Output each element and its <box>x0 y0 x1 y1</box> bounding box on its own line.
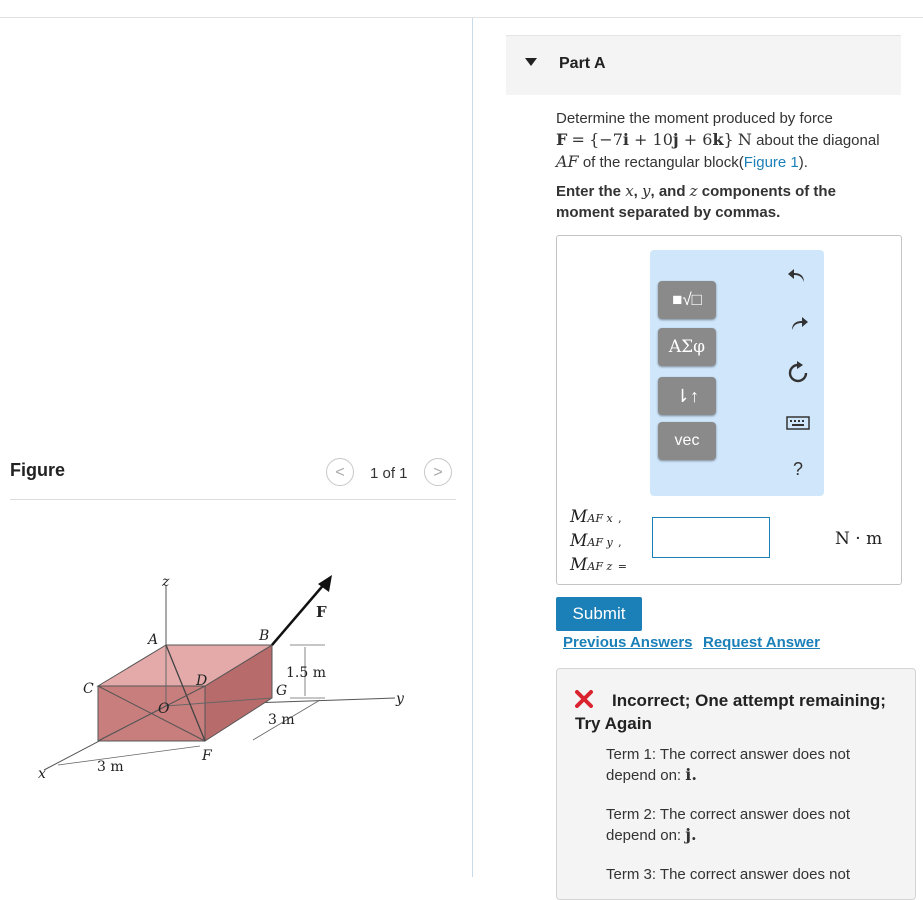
answer-variable-labels: MAF x , MAF y , MAF z = <box>570 507 627 575</box>
label-f-point: F <box>202 748 212 764</box>
instruction-text: Enter the x, y, and z components of the moment separated by commas. <box>556 182 836 221</box>
greek-symbols-button[interactable]: ΑΣφ <box>658 328 716 366</box>
help-button[interactable]: ? <box>792 459 803 479</box>
label-a: A <box>148 632 159 648</box>
figure-pager-count: 1 of 1 <box>370 465 408 482</box>
feedback-term: Term 2: The correct answer does not depend on: j. <box>606 806 850 844</box>
arrows-button[interactable]: ⇂↑ <box>658 377 716 415</box>
label-z: z <box>162 574 170 590</box>
collapse-caret-icon[interactable] <box>525 58 537 66</box>
previous-answers-link[interactable]: Previous Answers <box>563 634 693 651</box>
figure-link[interactable]: Figure 1 <box>743 154 799 171</box>
figure-header <box>10 455 456 500</box>
submit-button[interactable]: Submit <box>556 597 642 631</box>
figure-title: Figure <box>10 460 66 480</box>
undo-icon[interactable] <box>786 264 810 288</box>
answer-box <box>556 235 902 585</box>
figure-next-button[interactable]: > <box>424 458 452 486</box>
part-title: Part A <box>559 55 606 72</box>
request-answer-link[interactable]: Request Answer <box>703 634 820 651</box>
dim-width-label: 3 m <box>97 759 124 775</box>
math-toolbar <box>650 250 824 496</box>
reset-icon[interactable] <box>786 361 810 385</box>
dim-depth-label: 3 m <box>268 712 295 728</box>
label-b: B <box>259 628 270 644</box>
feedback-term: Term 3: The correct answer does not <box>606 866 850 883</box>
part-a-header[interactable] <box>506 35 901 95</box>
feedback-term: Term 1: The correct answer does not depend on: i. <box>606 746 850 784</box>
label-d: D <box>196 673 208 689</box>
label-x: x <box>38 766 46 782</box>
question-text: Determine the moment produced by force F = {−7i + 10j + 6k} N about the diagonal AF of the rectangular block(Figure 1). <box>556 110 880 171</box>
feedback-panel <box>556 668 916 900</box>
label-force: F <box>316 603 327 621</box>
force-symbol: F <box>556 130 568 149</box>
dim-width-line <box>58 746 200 765</box>
top-rule <box>0 17 923 18</box>
feedback-title: Incorrect; One attempt remaining; Try Again <box>575 691 886 733</box>
label-o: O <box>158 701 170 717</box>
dim-height-label: 1.5 m <box>286 665 326 681</box>
figure-prev-button[interactable]: < <box>326 458 354 486</box>
keyboard-icon[interactable] <box>786 411 810 435</box>
label-g: G <box>276 683 288 699</box>
diagonal-symbol: AF <box>556 152 579 171</box>
label-c: C <box>83 681 94 697</box>
panel-divider <box>472 18 473 877</box>
answer-input[interactable] <box>652 517 770 558</box>
answer-units: N · m <box>835 529 883 549</box>
redo-icon[interactable] <box>786 312 810 336</box>
vector-button[interactable]: vec <box>658 422 716 460</box>
templates-button[interactable]: ■√□ <box>658 281 716 319</box>
rectangular-block-figure <box>0 560 460 800</box>
label-y: y <box>396 691 404 707</box>
